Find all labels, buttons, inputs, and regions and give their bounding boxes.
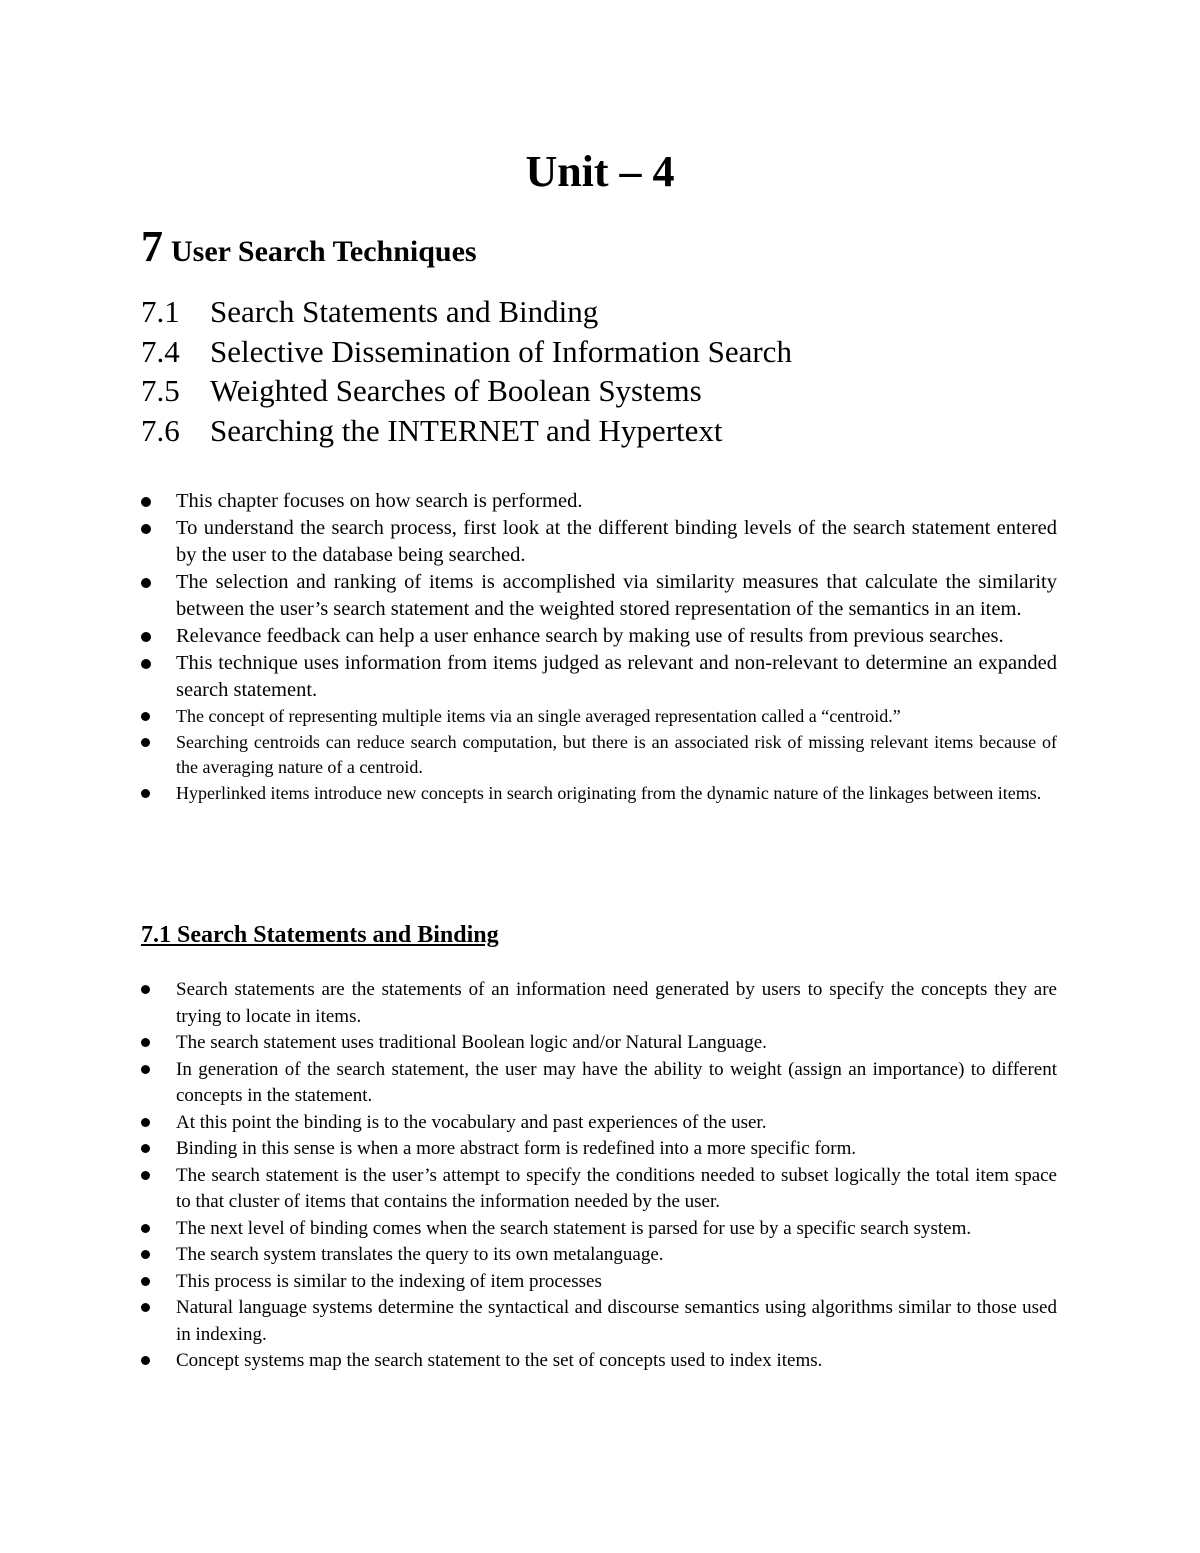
list-item (141, 515, 1057, 569)
list-item-text: Binding in this sense is when a more abstract form is redefined into a more specific form. (176, 1138, 857, 1159)
toc-number: 7.6 (141, 412, 180, 448)
bullet-icon (141, 1250, 150, 1259)
toc-item (141, 411, 792, 451)
list-item-text: This chapter focuses on how search is performed. (176, 490, 583, 512)
section-bullet-list (141, 977, 1057, 1375)
list-item (141, 1030, 1057, 1057)
list-item (141, 488, 1057, 515)
unit-title: Unit – 4 (525, 147, 675, 196)
toc-number: 7.4 (141, 333, 180, 369)
list-item (141, 1242, 1057, 1269)
bullet-icon (141, 789, 150, 798)
toc-item (141, 332, 792, 372)
bullet-icon (141, 1118, 150, 1127)
bullet-icon (141, 738, 150, 747)
list-item (141, 1216, 1057, 1243)
list-item (141, 977, 1057, 1030)
list-item-text: This process is similar to the indexing of item processes (176, 1270, 602, 1292)
list-item-text: The search statement uses traditional Boolean logic and/or Natural Language. (176, 1032, 767, 1053)
list-item (141, 1136, 1057, 1163)
list-item-text: This technique uses information from items judged as relevant and non-relevant to determine an expanded search statement. (176, 652, 1057, 701)
bullet-icon (141, 1171, 150, 1180)
toc-number: 7.5 (141, 373, 180, 408)
chapter-number: 7 (141, 222, 163, 271)
list-item (141, 1295, 1057, 1348)
list-item-text: Hyperlinked items introduce new concepts in search originating from the dynamic nature of the linkages between items. (176, 782, 1042, 803)
bullet-icon (141, 1224, 150, 1233)
section-heading: 7.1 Search Statements and Binding (141, 922, 499, 948)
list-item-text: At this point the binding is to the vocabulary and past experiences of the user. (176, 1111, 767, 1133)
list-item-text: Natural language systems determine the syntactical and discourse semantics using algorithms similar to those used in indexing. (176, 1297, 1057, 1345)
list-item (141, 623, 1057, 650)
list-item (141, 704, 1057, 730)
list-item-text: The search statement is the user’s attempt to specify the conditions needed to subset logically the total item space to that cluster of items that contains the information needed by the user. (176, 1164, 1057, 1212)
toc-text: Searching the INTERNET and Hypertext (210, 412, 723, 448)
chapter-heading (141, 222, 477, 279)
list-item-text: The search system translates the query to its own metalanguage. (176, 1244, 664, 1265)
list-item-text: Searching centroids can reduce search computation, but there is an associated risk of missing relevant items because of the averaging nature of a centroid. (176, 731, 1057, 777)
list-item (141, 1110, 1057, 1137)
list-item-text: To understand the search process, first look at the different binding levels of the search statement entered by the user to the database being searched. (176, 517, 1057, 566)
list-item-text: Concept systems map the search statement to the set of concepts used to index items. (176, 1350, 823, 1371)
table-of-contents (141, 292, 792, 450)
list-item (141, 1163, 1057, 1216)
bullet-icon (141, 1065, 150, 1074)
bullet-icon (141, 1303, 150, 1312)
list-item (141, 1057, 1057, 1110)
list-item-text: In generation of the search statement, the user may have the ability to weight (assign an importance) to different concepts in the statement. (176, 1058, 1057, 1106)
bullet-icon (141, 1144, 150, 1153)
bullet-icon (141, 985, 150, 994)
toc-text: Selective Dissemination of Information Search (210, 333, 792, 369)
bullet-icon (141, 497, 151, 507)
bullet-icon (141, 1277, 150, 1286)
intro-bullet-list (141, 488, 1057, 806)
bullet-icon (141, 659, 151, 669)
bullet-icon (141, 632, 151, 642)
bullet-icon (141, 1038, 150, 1047)
list-item-text: The concept of representing multiple items via an single averaged representation called a “centroid.” (176, 706, 901, 726)
chapter-title: User Search Techniques (171, 235, 477, 268)
toc-text: Weighted Searches of Boolean Systems (210, 373, 702, 408)
bullet-icon (141, 578, 151, 588)
list-item (141, 781, 1057, 807)
toc-item (141, 371, 792, 411)
toc-text: Search Statements and Binding (210, 294, 599, 329)
list-item-text: Relevance feedback can help a user enhance search by making use of results from previous searches. (176, 625, 1004, 647)
list-item (141, 650, 1057, 704)
list-item (141, 730, 1057, 781)
list-item (141, 569, 1057, 623)
bullet-icon (141, 524, 151, 534)
list-item (141, 1269, 1057, 1296)
list-item (141, 1348, 1057, 1375)
list-item-text: The next level of binding comes when the search statement is parsed for use by a specific search system. (176, 1217, 972, 1239)
bullet-icon (141, 1356, 150, 1365)
toc-item (141, 292, 792, 332)
list-item-text: The selection and ranking of items is accomplished via similarity measures that calculate the similarity between the user’s search statement and the weighted stored representation of the semantics in an item. (176, 571, 1057, 620)
bullet-icon (141, 712, 150, 721)
list-item-text: Search statements are the statements of an information need generated by users to specify the concepts they are trying to locate in items. (176, 979, 1057, 1027)
toc-number: 7.1 (141, 294, 180, 329)
